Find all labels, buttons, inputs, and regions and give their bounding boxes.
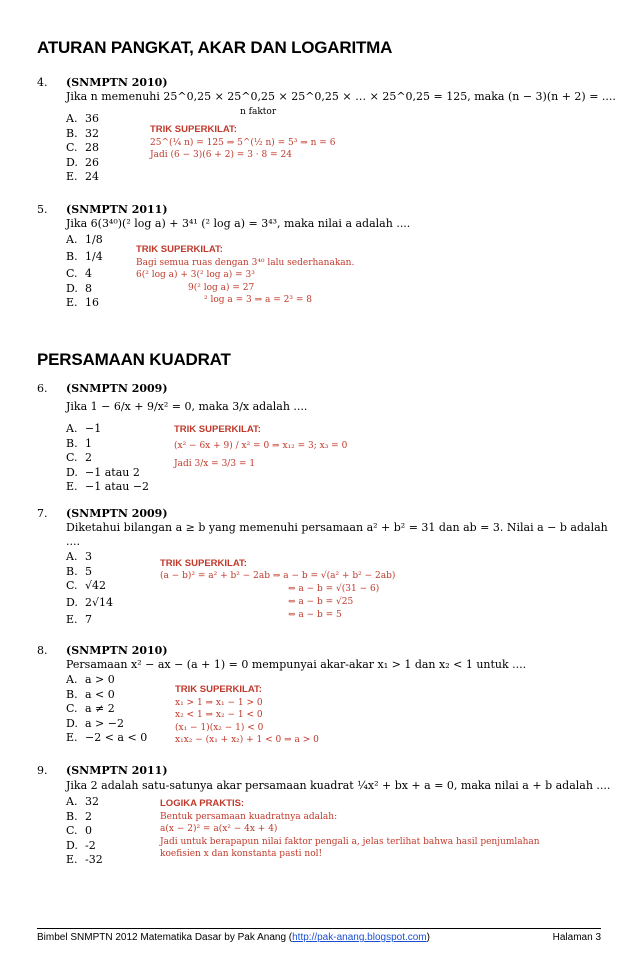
trick-box: TRIK SUPERKILAT: 25^(¼ n) = 125 ⇒ 5^(½ n) = 5³ ⇒ n = 6 Jadi (6 − 3)(6 + 2) = 3 · 8 = 24: [150, 124, 336, 160]
option: E. 7: [66, 613, 92, 627]
option: A. 32: [66, 795, 99, 808]
trick-box: TRIK SUPERKILAT: (a − b)² = a² + b² − 2ab ⇒ a − b = √(a² + b² − 2ab) ⇔ a − b = √(31 − 6) ⇔ a − b = √25 ⇔ a − b = 5: [160, 558, 396, 620]
option: E. -32: [66, 853, 103, 867]
option: A. 1/8: [66, 233, 103, 246]
option: D. 2√14: [66, 596, 114, 610]
problem-question: Jika 1 − 6/x + 9/x² = 0, maka 3/x adalah ....: [66, 400, 308, 413]
problem-source: (SNMPTN 2010): [66, 644, 168, 657]
section-title: PERSAMAAN KUADRAT: [37, 350, 231, 369]
problem-number: 4.: [37, 76, 48, 89]
options-list: [66, 422, 149, 495]
options-list: [66, 795, 103, 868]
option: A. 36: [66, 112, 99, 125]
option: D. −1 atau 2: [66, 465, 140, 479]
problem-source: (SNMPTN 2011): [66, 764, 168, 777]
problem-question: Jika n memenuhi 25^0,25 × 25^0,25 × 25^0,25 × … × 25^0,25 = 125, maka (n − 3)(n + 2) = ....: [66, 90, 616, 103]
problem-question: Diketahui bilangan a ≥ b yang memenuhi persamaan a² + b² = 31 dan ab = 3. Nilai a − b adalah: [66, 521, 608, 534]
option: B. 5: [66, 564, 92, 578]
option: D. -2: [66, 838, 96, 852]
trick-box: TRIK SUPERKILAT: (x² − 6x + 9) / x² = 0 ⇒ x₁₂ = 3; x₃ = 0 Jadi 3/x = 3/3 = 1: [174, 424, 348, 469]
option: D. 26: [66, 155, 99, 169]
problem-sub-note: n faktor: [240, 107, 277, 117]
page-footer: Bimbel SNMPTN 2012 Matematika Dasar by Pak Anang (http://pak-anang.blogspot.com) Halaman 3: [37, 928, 601, 943]
problem-number: 6.: [37, 382, 48, 395]
option: A. a > 0: [66, 673, 115, 686]
trick-box: TRIK SUPERKILAT: x₁ > 1 ⇒ x₁ − 1 > 0 x₂ < 1 ⇒ x₂ − 1 < 0 (x₁ − 1)(x₂ − 1) < 0 x₁x₂ − (x₁ + x₂) + 1 < 0 ⇒ a > 0: [175, 684, 319, 745]
option: D. a > −2: [66, 716, 124, 730]
option: E. 24: [66, 170, 99, 184]
footer-link[interactable]: http://pak-anang.blogspot.com: [292, 932, 427, 943]
problem-question: Jika 6(3⁴⁰)(² log a) + 3⁴¹ (² log a) = 3⁴³, maka nilai a adalah ....: [66, 217, 411, 230]
problem-question-cont: ....: [66, 535, 80, 548]
option: B. 1: [66, 436, 92, 450]
option: C. √42: [66, 579, 107, 593]
footer-text: Bimbel SNMPTN 2012 Matematika Dasar by Pak Anang (: [37, 932, 293, 943]
option: B. 32: [66, 126, 99, 140]
trick-box: TRIK SUPERKILAT: Bagi semua ruas dengan 3⁴⁰ lalu sederhanakan. 6(² log a) + 3(² log a) = 3³ 9(² log a) = 27 ² log a = 3 ⇒ a = 2³ = 8: [136, 244, 355, 305]
section-title: ATURAN PANGKAT, AKAR DAN LOGARITMA: [37, 38, 393, 57]
option: E. 16: [66, 296, 99, 310]
options-list: [66, 233, 103, 311]
problem-number: 8.: [37, 644, 48, 657]
options-list: [66, 673, 147, 746]
problem-source: (SNMPTN 2009): [66, 507, 168, 520]
option: C. 0: [66, 824, 92, 838]
page-number: Halaman 3: [552, 932, 601, 943]
option: E. −2 < a < 0: [66, 731, 148, 745]
option: D. 8: [66, 281, 92, 295]
option: C. a ≠ 2: [66, 702, 115, 716]
option: C. 28: [66, 141, 99, 155]
problem-source: (SNMPTN 2010): [66, 76, 168, 89]
option: E. −1 atau −2: [66, 480, 150, 494]
option: B. 1/4: [66, 250, 103, 263]
problem-question: Jika 2 adalah satu-satunya akar persamaan kuadrat ¼x² + bx + a = 0, maka nilai a + b adalah ....: [66, 779, 611, 792]
option: B. a < 0: [66, 687, 115, 701]
problem-number: 5.: [37, 203, 48, 216]
problem-number: 9.: [37, 764, 48, 777]
option: C. 2: [66, 451, 92, 465]
option: A. −1: [66, 422, 102, 435]
option: A. 3: [66, 550, 92, 563]
trick-box: LOGIKA PRAKTIS: Bentuk persamaan kuadratnya adalah: a(x − 2)² = a(x² − 4x + 4) Jadi untuk berapapun nilai faktor pengali a, jelas terlihat bahwa hasil penjumlahan koefisien x dan konstanta pasti nol!: [160, 798, 540, 859]
problem-source: (SNMPTN 2009): [66, 382, 168, 395]
options-list: [66, 112, 99, 185]
option: B. 2: [66, 809, 92, 823]
problem-question: Persamaan x² − ax − (a + 1) = 0 mempunyai akar-akar x₁ > 1 dan x₂ < 1 untuk ....: [66, 658, 527, 671]
option: C. 4: [66, 267, 92, 280]
problem-number: 7.: [37, 507, 48, 520]
options-list: [66, 550, 113, 628]
problem-source: (SNMPTN 2011): [66, 203, 168, 216]
